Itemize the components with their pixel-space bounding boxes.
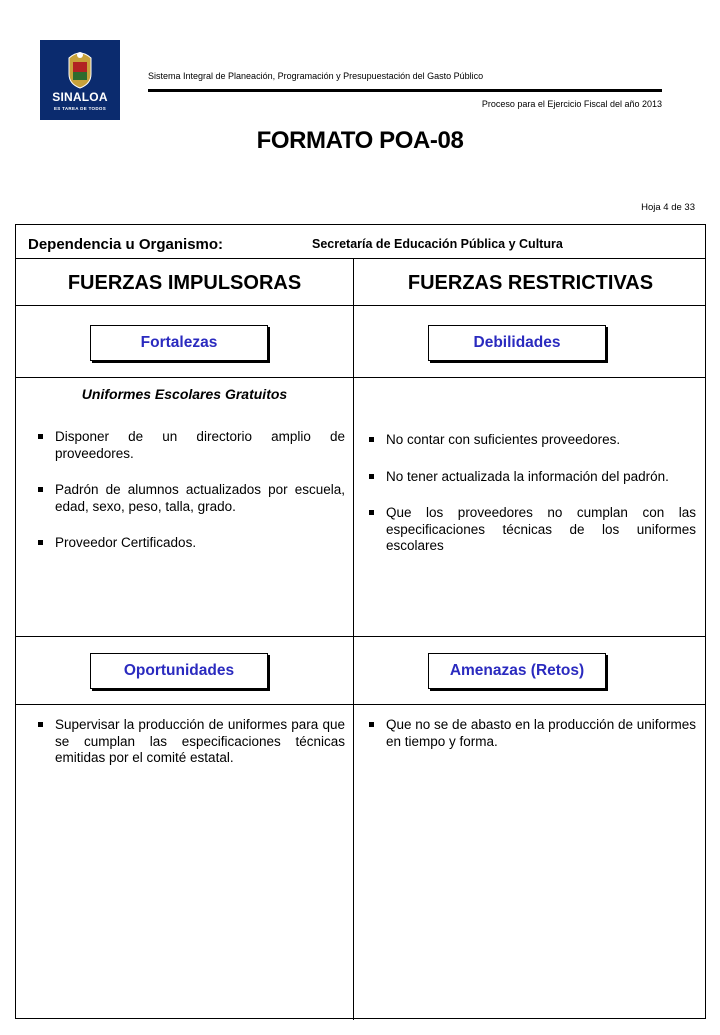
list-item: Que los proveedores no cumplan con las especificaciones técnicas de los uniformes escolares <box>366 505 696 555</box>
strengths-list <box>35 429 345 552</box>
system-title: Sistema Integral de Planeación, Programación y Presupuestación del Gasto Público <box>148 71 484 81</box>
threats-box: Amenazas (Retos) <box>428 653 606 689</box>
strengths-box: Fortalezas <box>90 325 268 361</box>
sheet-number: Hoja 4 de 33 <box>641 202 695 213</box>
threats-list <box>366 717 696 750</box>
opportunities-box: Oportunidades <box>90 653 268 689</box>
logo-name: SINALOA <box>52 90 108 104</box>
list-item: No tener actualizada la información del padrón. <box>366 469 696 486</box>
header-divider <box>148 89 662 92</box>
driving-forces-heading: FUERZAS IMPULSORAS <box>67 272 302 294</box>
divider-opportunities <box>16 636 705 637</box>
logo-slogan: ES TAREA DE TODOS <box>53 106 107 111</box>
form-title: FORMATO POA-08 <box>256 127 464 154</box>
process-label: Proceso para el Ejercicio Fiscal del año 2013 <box>481 99 662 109</box>
weaknesses-list <box>366 432 696 555</box>
poa-table <box>15 224 706 1019</box>
divider-dependency <box>16 258 705 259</box>
divider-forces <box>16 305 705 306</box>
list-item: Que no se de abasto en la producción de uniformes en tiempo y forma. <box>366 717 696 750</box>
dependency-label: Dependencia u Organismo: <box>28 236 224 253</box>
list-item: Supervisar la producción de uniformes para que se cumplan las especificaciones técnicas emitidas por el comité estatal. <box>35 717 345 767</box>
list-item: Proveedor Certificados. <box>35 535 345 552</box>
section-title: Uniformes Escolares Gratuitos <box>81 386 288 402</box>
list-item: Padrón de alumnos actualizados por escuela, edad, sexo, peso, talla, grado. <box>35 482 345 515</box>
column-divider <box>353 258 354 1020</box>
sinaloa-logo <box>40 40 120 120</box>
opportunities-list <box>35 717 345 767</box>
dependency-value: Secretaría de Educación Pública y Cultura <box>312 237 563 251</box>
list-item: No contar con suficientes proveedores. <box>366 432 696 449</box>
coat-of-arms-icon <box>66 48 94 90</box>
list-item: Disponer de un directorio amplio de proveedores. <box>35 429 345 462</box>
weaknesses-box: Debilidades <box>428 325 606 361</box>
divider-strengths-header <box>16 377 705 378</box>
restrictive-forces-heading: FUERZAS RESTRICTIVAS <box>407 272 654 294</box>
divider-opportunities-header <box>16 704 705 705</box>
